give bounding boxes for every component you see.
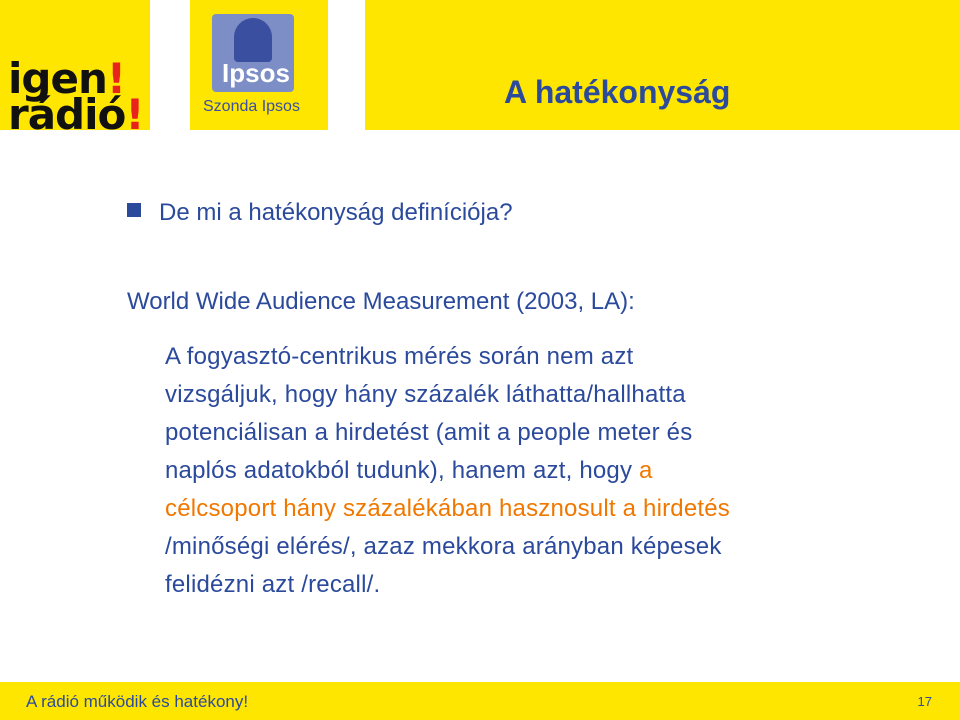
- definition-paragraph: [165, 338, 925, 604]
- line-text: felidézni azt /recall/.: [165, 571, 381, 598]
- footer-text: A rádió működik és hatékony!: [26, 692, 249, 711]
- source-line: World Wide Audience Measurement (2003, LA):: [127, 288, 635, 315]
- line-text: /minőségi elérés/, azaz mekkora arányban képesek: [165, 533, 722, 560]
- line-text: naplós adatokból tudunk), hanem azt, hogy: [165, 457, 640, 484]
- highlight-text: célcsoport hány százalékában hasznosult a hirdetés: [165, 495, 730, 522]
- igen-text: igen: [8, 54, 107, 103]
- paragraph-line: [165, 338, 925, 376]
- line-text: A fogyasztó-centrikus mérés során nem azt: [165, 343, 634, 370]
- paragraph-line: [165, 490, 925, 528]
- highlight-text: a: [639, 457, 653, 484]
- igen-radio-logo-box: [0, 0, 150, 139]
- paragraph-line: [165, 528, 925, 566]
- igen-bang: !: [106, 54, 126, 103]
- square-bullet-icon: [127, 203, 141, 217]
- szonda-ipsos-label: Szonda Ipsos: [203, 98, 300, 115]
- footer-bar: [0, 682, 960, 720]
- bullet-item: [127, 199, 513, 227]
- igen-radio-logo: [8, 54, 144, 139]
- slide-title: A hatékonyság: [504, 74, 731, 110]
- ipsos-logo: [212, 14, 294, 96]
- radio-bang: !: [125, 90, 144, 139]
- ipsos-logo-text: Ipsos: [222, 58, 290, 88]
- paragraph-line: [165, 414, 925, 452]
- radio-text: rádió: [8, 90, 126, 139]
- bullet-text: De mi a hatékonyság definíciója?: [159, 199, 513, 226]
- line-text: vizsgáljuk, hogy hány százalék láthatta/hallhatta: [165, 381, 686, 408]
- line-text: potenciálisan a hirdetést (amit a people meter és: [165, 419, 693, 446]
- paragraph-line: [165, 376, 925, 414]
- paragraph-line: [165, 452, 925, 490]
- page-number: 17: [917, 694, 932, 709]
- paragraph-line: [165, 566, 925, 604]
- ipsos-logo-mark: [234, 18, 272, 62]
